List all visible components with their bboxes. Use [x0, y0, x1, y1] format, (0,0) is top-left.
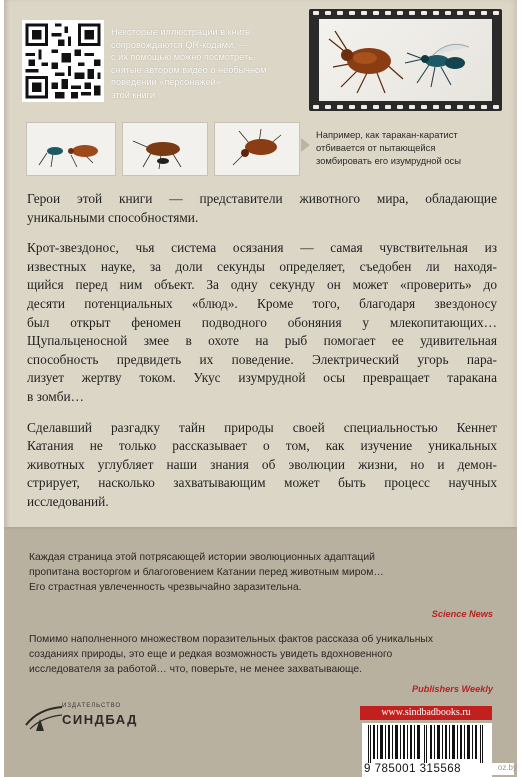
paragraph-2: [27, 239, 497, 406]
thumbnail-1: [26, 122, 116, 176]
wasp-thumbnail-icon: [27, 123, 115, 175]
text-line: способность предвидеть их поведение. Электрический угорь пара-: [27, 351, 497, 367]
text-line: лизует жертву током. Укус изумрудной осы превращает таракана: [27, 370, 497, 386]
qr-note: [111, 26, 301, 102]
watermark: oz.by: [497, 763, 517, 772]
caption-line: отбивается от пытающейся: [316, 142, 436, 153]
text-line: щийся перед ним объект. За одну секунду он может «проверить» до: [27, 277, 497, 293]
publisher-logo: [24, 695, 154, 739]
thumbnail-3: [214, 122, 300, 176]
isbn-number: 9 785001 315568: [362, 763, 514, 775]
text-line: десяти потенциальных «блюд». Кроме того, благодаря звездоносу: [27, 295, 497, 311]
film-strip-icon: [309, 9, 502, 111]
caption-line: зомбировать его изумрудной осы: [316, 155, 461, 166]
review-quote-2: [29, 632, 479, 677]
quote-line: Его страстная увлеченность чрезвычайно заразительна.: [29, 582, 302, 593]
review-quote-1: [29, 550, 479, 595]
text-line: Герои этой книги — представители животного мира, обладающие: [27, 191, 497, 206]
cockroach-and-wasp-icon: [319, 19, 492, 101]
text-line: стрирует, насколько захватывающим может быть процесс научных: [27, 475, 497, 491]
quote-line: созданиях природы, это еще и редкая возможность увидеть вдохновенного: [29, 649, 393, 660]
barcode-icon: [362, 723, 492, 763]
text-line: исследований.: [27, 493, 109, 509]
publisher-logo-icon: [24, 695, 64, 739]
text-line: известных науке, за доли секунды определяет, съедобен ли находя-: [27, 258, 497, 274]
text-line: Крот-звездонос, чья система осязания — самая чувствительная из: [27, 240, 497, 256]
pointer-arrow-icon: [301, 138, 310, 152]
book-back-cover: [4, 0, 517, 777]
cockroach-thumbnail-icon: [123, 123, 207, 175]
review-source-2: Publishers Weekly: [411, 684, 493, 694]
qr-note-line: поведении «персонажей»: [111, 77, 221, 88]
qr-note-line: с их помощью можно посмотреть: [111, 52, 253, 63]
text-line: в зомби…: [27, 388, 84, 404]
photo-caption: [316, 128, 516, 167]
text-line: уникальными способностями.: [27, 209, 199, 225]
film-perforation-top: [309, 9, 502, 17]
caption-line: Например, как таракан-каратист: [316, 129, 458, 140]
qr-note-line: сопровождаются QR-кодами, —: [111, 39, 248, 50]
qr-note-line: этой книги: [111, 89, 156, 100]
publisher-label: ИЗДАТЕЛЬСТВО: [62, 703, 122, 709]
text-line: Сделавший разгадку тайн природы своей специальностью Кеннет: [27, 419, 497, 435]
publisher-website: www.sindbadbooks.ru: [360, 706, 492, 720]
quote-line: пропитана восторгом и благоговением Катании перед животным миром…: [29, 567, 384, 578]
quote-line: Помимо наполненного множеством поразительных фактов рассказа об уникальных: [29, 634, 434, 645]
qr-note-line: снятые автором видео о необычном: [111, 64, 267, 75]
film-frame: [319, 19, 492, 101]
film-perforation-bottom: [309, 103, 502, 111]
qr-code-icon: [22, 20, 104, 102]
qr-note-line: Некоторые иллюстрации в книге: [111, 27, 251, 37]
thumbnail-2: [122, 122, 208, 176]
paragraph-1: [27, 190, 497, 227]
paragraph-3: [27, 419, 497, 512]
cockroach-flipped-thumbnail-icon: [215, 123, 299, 175]
quote-line: исследователя за работой… что, поверьте, не менее захватывающе.: [29, 664, 363, 675]
quote-line: Каждая страница этой потрясающей истории эволюционных адаптаций: [29, 552, 375, 563]
main-blurb: [27, 190, 497, 524]
text-line: Щупальценосной змее в охоте на рыб помогает ее удивительная: [27, 333, 497, 349]
text-line: был открыт феномен подводного обоняния у млекопитающих…: [27, 314, 497, 330]
text-line: Катания не только рассказывает о том, как изучение уникальных: [27, 438, 497, 454]
publisher-name: СИНДБАД: [62, 712, 138, 727]
review-source-1: Science News: [431, 609, 493, 619]
text-line: животных углубляет наши знания об эволюции жизни, но и демон-: [27, 456, 497, 472]
